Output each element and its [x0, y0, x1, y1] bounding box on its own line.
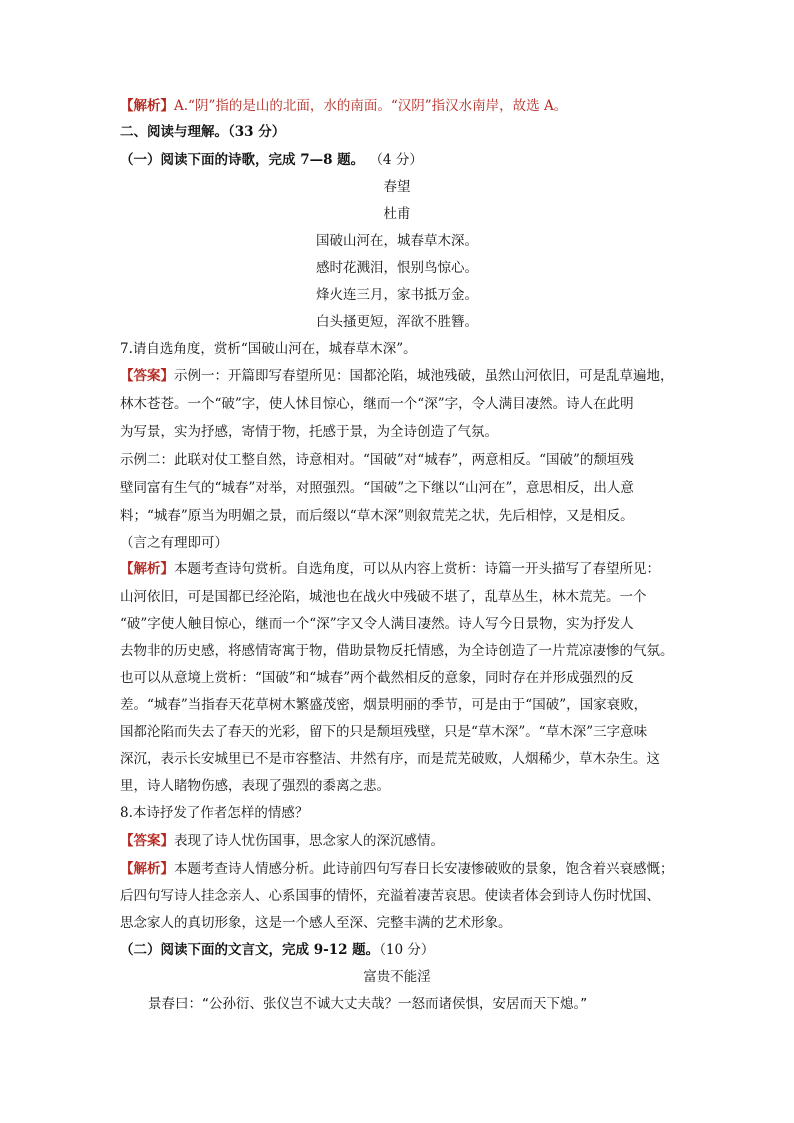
- subsection-2-title: （二）阅读下面的文言文，完成 9-12 题。: [120, 942, 380, 958]
- answer-line: 林木苍苍。一个“破”字，使人怵目惊心，继而一个“深”字，令人满目凄然。诗人在此明: [120, 396, 634, 412]
- analysis-tag: 【解析】: [120, 561, 174, 577]
- analysis-line: 后四句写诗人挂念亲人、心系国事的情怀，充溢着凄苦哀思。使读者体会到诗人伤时忧国、: [120, 888, 660, 904]
- analysis-line: [120, 859, 680, 879]
- answer-tag: 【答案】: [120, 833, 174, 849]
- analysis-line: 里，诗人睹物伤感，表现了强烈的黍离之悲。: [120, 778, 390, 794]
- question-8: 8.本诗抒发了作者怎样的情感？: [120, 805, 309, 821]
- analysis-text: A.“阴”指的是山的北面，水的南面。“汉阴”指汉水南岸，故选 A。: [174, 98, 568, 114]
- analysis-paragraph-6: [120, 96, 680, 116]
- analysis-tag: 【解析】: [120, 861, 174, 877]
- subsection-1-score: （4 分）: [376, 152, 423, 168]
- section-2-heading: 二、阅读与理解。（33 分）: [120, 124, 286, 140]
- analysis-line: 国都沦陷而失去了春天的光彩，留下的只是颓垣残壁，只是“草木深”。“草木深”三字意味: [120, 724, 648, 740]
- analysis-text: 本题考查诗句赏析。自选角度，可以从内容上赏析：诗篇一开头描写了春望所见：: [174, 561, 660, 577]
- analysis-line: 差。“城春”当指春天花草树木繁盛茂密，烟景明丽的季节，可是由于“国破”，国家衰败，: [120, 697, 648, 713]
- subsection-1-heading: [120, 150, 680, 170]
- question-7: 7.请自选角度，赏析“国破山河在，城春草木深”。: [120, 341, 417, 357]
- answer-line: [120, 366, 680, 386]
- analysis-line: [120, 559, 680, 579]
- analysis-line: 山河依旧，可是国都已经沦陷，城池也在战火中残破不堪了，乱草丛生，林木荒芜。一个: [120, 589, 647, 605]
- analysis-text: 本题考查诗人情感分析。此诗前四句写春日长安凄惨破败的景象，饱含着兴衰感慨；: [174, 861, 674, 877]
- answer-line: （言之有理即可）: [120, 535, 228, 551]
- answer-text: 示例一：开篇即写春望所见：国都沦陷，城池残破，虽然山河依旧，可是乱草遍地，: [174, 368, 674, 384]
- answer-line: 为写景，实为抒感，寄情于物，托感于景，为全诗创造了气氛。: [120, 424, 498, 440]
- analysis-line: 深沉，表示长安城里已不是市容整洁、井然有序，而是荒芜破败，人烟稀少，草木杂生。这: [120, 751, 660, 767]
- answer-line: 壁同富有生气的“城春”对举，对照强烈。“国破”之下继以“山河在”，意思相反，出人意: [120, 480, 634, 496]
- analysis-tag: 【解析】: [120, 98, 174, 114]
- analysis-line: 也可以从意境上赏析：“国破”和“城春”两个截然相反的意象，同时存在并形成强烈的反: [120, 670, 634, 686]
- answer-text: 表现了诗人忧伤国事，思念家人的深沉感情。: [174, 833, 444, 849]
- answer-line: 料；“城春”原当为明媚之景，而后缀以“草木深”则叙荒芜之状，先后相悖，又是相反。: [120, 508, 634, 524]
- poem-author: 杜甫: [383, 206, 411, 222]
- subsection-1-title: （一）阅读下面的诗歌，完成 7—8 题。: [120, 152, 365, 168]
- wenyan-title: 富贵不能淫: [363, 969, 431, 985]
- poem-title: 春望: [383, 179, 411, 195]
- wenyan-paragraph: 景春曰：“公孙衍、张仪岂不诚大丈夫哉？一怒而诸侯惧，安居而天下熄。”: [148, 996, 588, 1012]
- poem-line: 白头搔更短，浑欲不胜簪。: [316, 314, 478, 330]
- poem-line: 感时花溅泪，恨别鸟惊心。: [316, 260, 478, 276]
- analysis-line: 思念家人的真切形象，这是一个感人至深、完整丰满的艺术形象。: [120, 915, 512, 931]
- analysis-line: “破”字使人触目惊心，继而一个“深”字又令人满目凄然。诗人写今日景物，实为抒发人: [120, 616, 634, 632]
- poem-line: 国破山河在，城春草木深。: [316, 233, 478, 249]
- analysis-line: 去物非的历史感，将感情寄寓于物，借助景物反托情感，为全诗创造了一片荒凉凄惨的气氛。: [120, 643, 674, 659]
- subsection-2-score: （10 分）: [379, 942, 435, 958]
- poem-line: 烽火连三月，家书抵万金。: [316, 287, 478, 303]
- answer-tag: 【答案】: [120, 368, 174, 384]
- answer-line: 示例二：此联对仗工整自然，诗意相对。“国破”对“城春”，两意相反。“国破”的颓垣残: [120, 452, 634, 468]
- answer-line: [120, 831, 680, 851]
- subsection-2-heading: [120, 940, 680, 960]
